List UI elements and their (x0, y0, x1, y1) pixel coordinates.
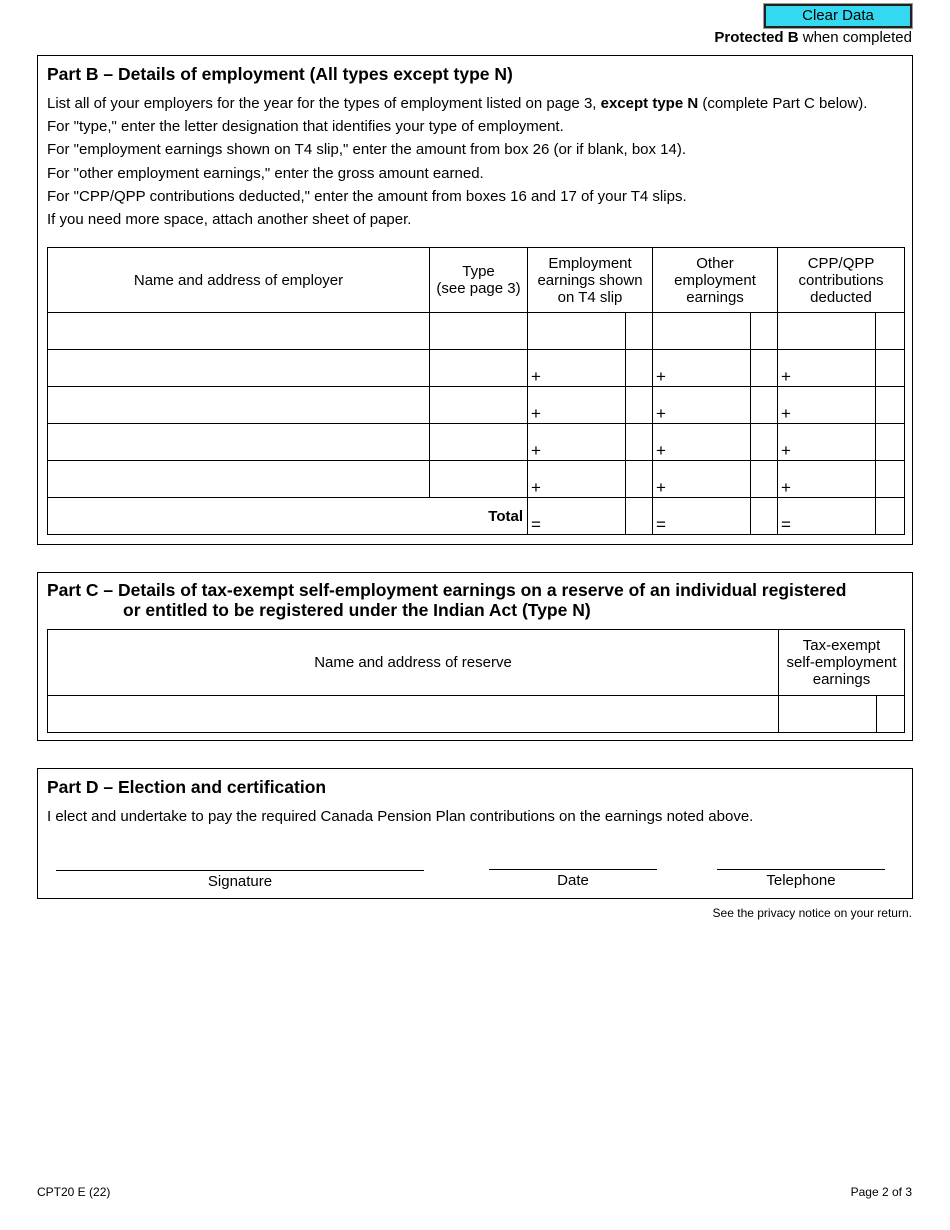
total-cpp-dollars-input[interactable] (778, 498, 876, 535)
cpp-cents-input[interactable] (876, 461, 905, 498)
other-earnings-cents-input[interactable] (751, 461, 778, 498)
t4-earnings-dollars-input[interactable] (528, 313, 626, 350)
part-b-instruction-1: List all of your employers for the year for the types of employment listed on page 3, except type N (complete Part C below). (47, 95, 868, 112)
other-earnings-dollars-input[interactable] (653, 313, 751, 350)
plus-sign: + (656, 478, 666, 497)
t4-earnings-cents-input[interactable] (626, 313, 653, 350)
date-input[interactable] (489, 869, 657, 870)
other-earnings-cents-input[interactable] (751, 387, 778, 424)
employer-row (48, 461, 905, 498)
t4-earnings-cents-input[interactable] (626, 424, 653, 461)
tax-exempt-earnings-dollars-input[interactable] (779, 696, 877, 733)
plus-sign: + (531, 367, 541, 386)
employment-table (47, 247, 905, 535)
part-b-instruction-4: For "other employment earnings," enter the gross amount earned. (47, 165, 484, 182)
page-number: Page 2 of 3 (850, 1185, 912, 1199)
col-header-tax-exempt-earnings: Tax-exempt self-employment earnings (779, 630, 905, 696)
employer-name-input[interactable] (48, 313, 430, 350)
telephone-input[interactable] (717, 869, 885, 870)
form-id: CPT20 E (22) (37, 1185, 111, 1199)
col-header-cpp-contributions: CPP/QPP contributions deducted (778, 248, 905, 313)
cpp-dollars-input[interactable] (778, 350, 876, 387)
other-earnings-dollars-input[interactable] (653, 461, 751, 498)
employer-row (48, 424, 905, 461)
total-label: Total (48, 498, 528, 535)
tax-exempt-earnings-cents-input[interactable] (877, 696, 905, 733)
cpp-dollars-input[interactable] (778, 387, 876, 424)
plus-sign: + (781, 404, 791, 423)
employment-type-input[interactable] (430, 350, 528, 387)
equals-sign: = (781, 515, 791, 534)
other-earnings-dollars-input[interactable] (653, 350, 751, 387)
plus-sign: + (531, 478, 541, 497)
date-label: Date (557, 872, 589, 889)
employer-name-input[interactable] (48, 350, 430, 387)
part-c-section (37, 572, 913, 741)
t4-earnings-dollars-input[interactable] (528, 387, 626, 424)
col-header-t4-earnings: Employment earnings shown on T4 slip (528, 248, 653, 313)
col-header-type: Type (see page 3) (430, 248, 528, 313)
part-c-title-line-1: Part C – Details of tax-exempt self-employment earnings on a reserve of an individual registered (47, 580, 847, 600)
part-b-instruction-5: For "CPP/QPP contributions deducted," enter the amount from boxes 16 and 17 of your T4 slips. (47, 188, 687, 205)
cpp-cents-input[interactable] (876, 313, 905, 350)
plus-sign: + (656, 404, 666, 423)
t4-earnings-cents-input[interactable] (626, 461, 653, 498)
employer-row (48, 387, 905, 424)
cpp-dollars-input[interactable] (778, 313, 876, 350)
plus-sign: + (781, 367, 791, 386)
telephone-label: Telephone (766, 872, 836, 889)
total-row (48, 498, 905, 535)
other-earnings-cents-input[interactable] (751, 424, 778, 461)
employer-row (48, 313, 905, 350)
total-other-earnings-cents-input[interactable] (751, 498, 778, 535)
part-c-title-line-2: or entitled to be registered under the Indian Act (Type N) (123, 600, 591, 620)
t4-earnings-dollars-input[interactable] (528, 424, 626, 461)
part-b-section (37, 55, 913, 545)
part-b-instruction-2: For "type," enter the letter designation that identifies your type of employment. (47, 118, 564, 135)
employment-type-input[interactable] (430, 424, 528, 461)
reserve-name-input[interactable] (48, 696, 779, 733)
plus-sign: + (656, 367, 666, 386)
part-b-title: Part B – Details of employment (All types except type N) (47, 64, 513, 84)
part-b-instruction-3: For "employment earnings shown on T4 slip," enter the amount from box 26 (or if blank, box 14). (47, 141, 687, 158)
col-header-other-earnings: Other employment earnings (653, 248, 778, 313)
employer-name-input[interactable] (48, 424, 430, 461)
employer-name-input[interactable] (48, 461, 430, 498)
privacy-notice: See the privacy notice on your return. (712, 906, 912, 920)
employment-type-input[interactable] (430, 461, 528, 498)
col-header-reserve: Name and address of reserve (48, 630, 779, 696)
t4-earnings-dollars-input[interactable] (528, 461, 626, 498)
employment-type-input[interactable] (430, 313, 528, 350)
employment-type-input[interactable] (430, 387, 528, 424)
other-earnings-cents-input[interactable] (751, 350, 778, 387)
plus-sign: + (656, 441, 666, 460)
part-d-title: Part D – Election and certification (47, 777, 327, 797)
total-t4-earnings-dollars-input[interactable] (528, 498, 626, 535)
cpp-dollars-input[interactable] (778, 461, 876, 498)
protected-b-notice: Protected B when completed (714, 29, 912, 46)
cpp-cents-input[interactable] (876, 424, 905, 461)
reserve-table (47, 629, 905, 733)
t4-earnings-dollars-input[interactable] (528, 350, 626, 387)
part-d-section (37, 768, 913, 899)
plus-sign: + (781, 478, 791, 497)
total-other-earnings-dollars-input[interactable] (653, 498, 751, 535)
col-header-employer: Name and address of employer (48, 248, 430, 313)
plus-sign: + (531, 441, 541, 460)
cpp-dollars-input[interactable] (778, 424, 876, 461)
clear-data-button[interactable]: Clear Data (764, 4, 912, 28)
total-cpp-cents-input[interactable] (876, 498, 905, 535)
cpp-cents-input[interactable] (876, 350, 905, 387)
other-earnings-cents-input[interactable] (751, 313, 778, 350)
cpp-cents-input[interactable] (876, 387, 905, 424)
employer-row (48, 350, 905, 387)
t4-earnings-cents-input[interactable] (626, 387, 653, 424)
t4-earnings-cents-input[interactable] (626, 350, 653, 387)
equals-sign: = (656, 515, 666, 534)
total-t4-earnings-cents-input[interactable] (626, 498, 653, 535)
plus-sign: + (781, 441, 791, 460)
employer-name-input[interactable] (48, 387, 430, 424)
reserve-row (48, 696, 905, 733)
signature-label: Signature (207, 873, 273, 890)
other-earnings-dollars-input[interactable] (653, 387, 751, 424)
plus-sign: + (531, 404, 541, 423)
other-earnings-dollars-input[interactable] (653, 424, 751, 461)
part-b-instruction-6: If you need more space, attach another sheet of paper. (47, 211, 412, 228)
election-statement: I elect and undertake to pay the required Canada Pension Plan contributions on the earnings noted above. (47, 808, 754, 825)
signature-input[interactable] (56, 870, 424, 871)
equals-sign: = (531, 515, 541, 534)
